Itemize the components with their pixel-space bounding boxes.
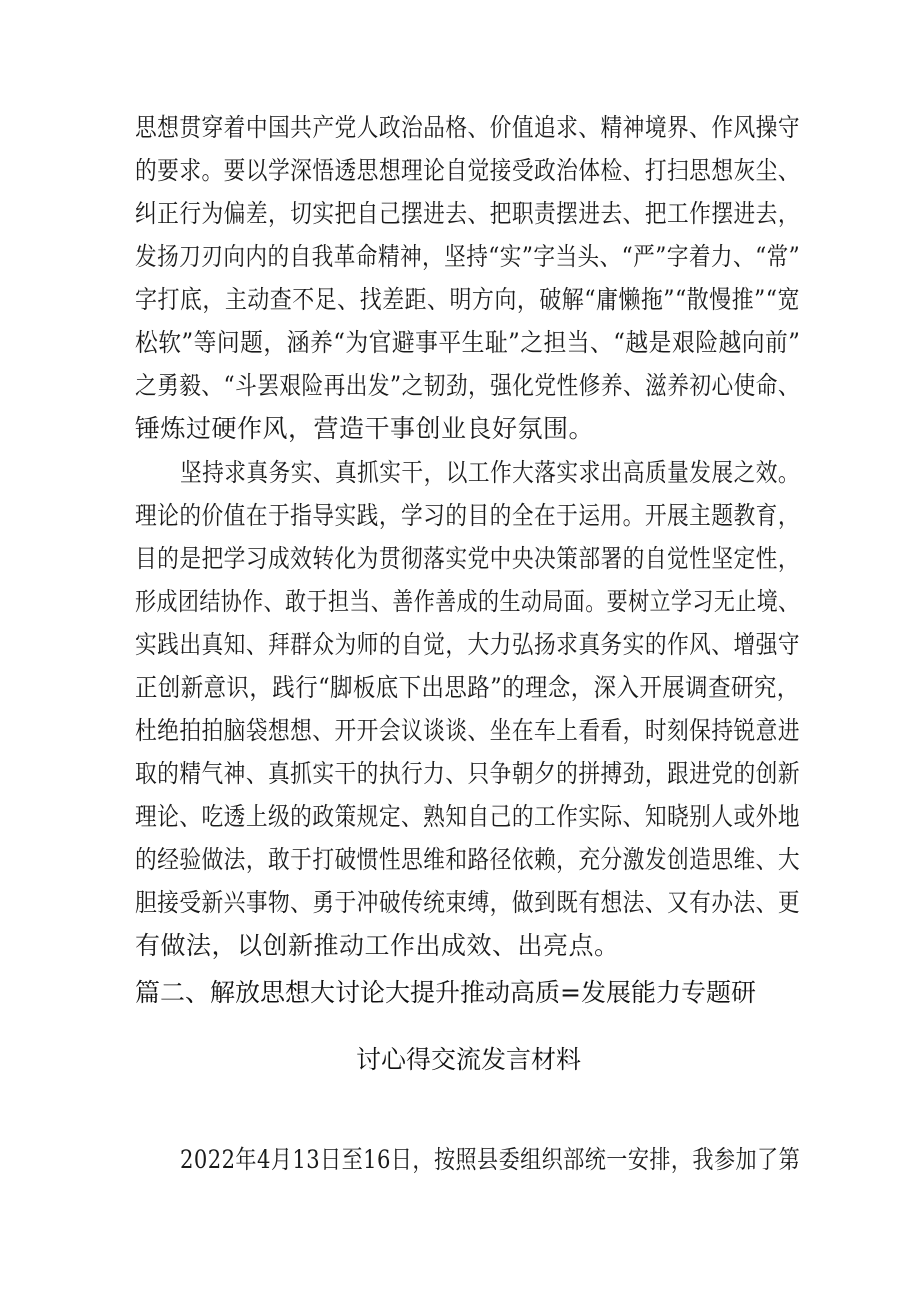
paragraph-1-line-5: 字打底，主动查不足、找差距、明方向，破解“庸懒拖”“散慢推”“宽: [135, 285, 800, 314]
paragraph-2-line-1: 坚持求真务实、真抓实干，以工作大落实求出高质量发展之效。: [180, 458, 801, 487]
paragraph-1-line-6: 松软”等问题，涵养“为官避事平生耻”之担当、“越是艰险越向前”: [135, 328, 801, 357]
paragraph-2-line-3: 目的是把学习成效转化为贯彻落实党中央决策部署的自觉性坚定性，: [135, 544, 801, 573]
section-heading-line-1: 篇二、解放思想大讨论大提升推动高质=发展能力专题研: [135, 978, 756, 1007]
paragraph-1-line-1: 思想贯穿着中国共产党人政治品格、价值追求、精神境界、作风操守: [135, 113, 801, 142]
paragraph-2-line-6: 正创新意识，践行“脚板底下出思路”的理念，深入开展调查研究，: [135, 673, 800, 702]
paragraph-2-line-2: 理论的价值在于指导实践，学习的目的全在于运用。开展主题教育，: [135, 501, 801, 530]
paragraph-2-line-4: 形成团结协作、敢于担当、善作善成的生动局面。要树立学习无止境、: [135, 587, 800, 616]
paragraph-1-line-7: 之勇毅、“斗罢艰险再出发”之韧劲，强化党性修养、滋养初心使命、: [135, 371, 801, 400]
paragraph-1-line-4: 发扬刀刃向内的自我革命精神，坚持“实”字当头、“严”字着力、“常”: [135, 242, 801, 271]
paragraph-1-line-3: 纠正行为偏差，切实把自己摆进去、把职责摆进去、把工作摆进去，: [135, 199, 801, 228]
paragraph-3-line-1: 2022年4月13日至16日，按照县委组织部统一安排，我参加了第: [180, 1145, 801, 1174]
paragraph-1-line-2: 的要求。要以学深悟透思想理论自觉接受政治体检、打扫思想灰尘、: [135, 156, 801, 185]
section-heading-line-2: 讨心得交流发言材料: [356, 1045, 582, 1074]
paragraph-2-line-11: 胆接受新兴事物、勇于冲破传统束缚，做到既有想法、又有办法、更: [135, 888, 801, 917]
paragraph-2-line-10: 的经验做法，敢于打破惯性思维和路径依赖，充分激发创造思维、大: [135, 845, 801, 874]
paragraph-2-line-8: 取的精气神、真抓实干的执行力、只争朝夕的拼搏劲，跟进党的创新: [135, 759, 801, 788]
paragraph-2-line-9: 理论、吃透上级的政策规定、熟知自己的工作实际、知晓别人或外地: [135, 802, 801, 831]
paragraph-2-line-12: 有做法，以创新推动工作出成效、出亮点。: [135, 931, 620, 960]
paragraph-2-line-5: 实践出真知、拜群众为师的自觉，大力弘扬求真务实的作风、增强守: [135, 630, 801, 659]
paragraph-1-line-8: 锤炼过硬作风，营造干事创业良好氛围。: [135, 414, 595, 443]
paragraph-2-line-7: 杜绝拍拍脑袋想想、开开会议谈谈、坐在车上看看，时刻保持锐意进: [135, 716, 801, 745]
